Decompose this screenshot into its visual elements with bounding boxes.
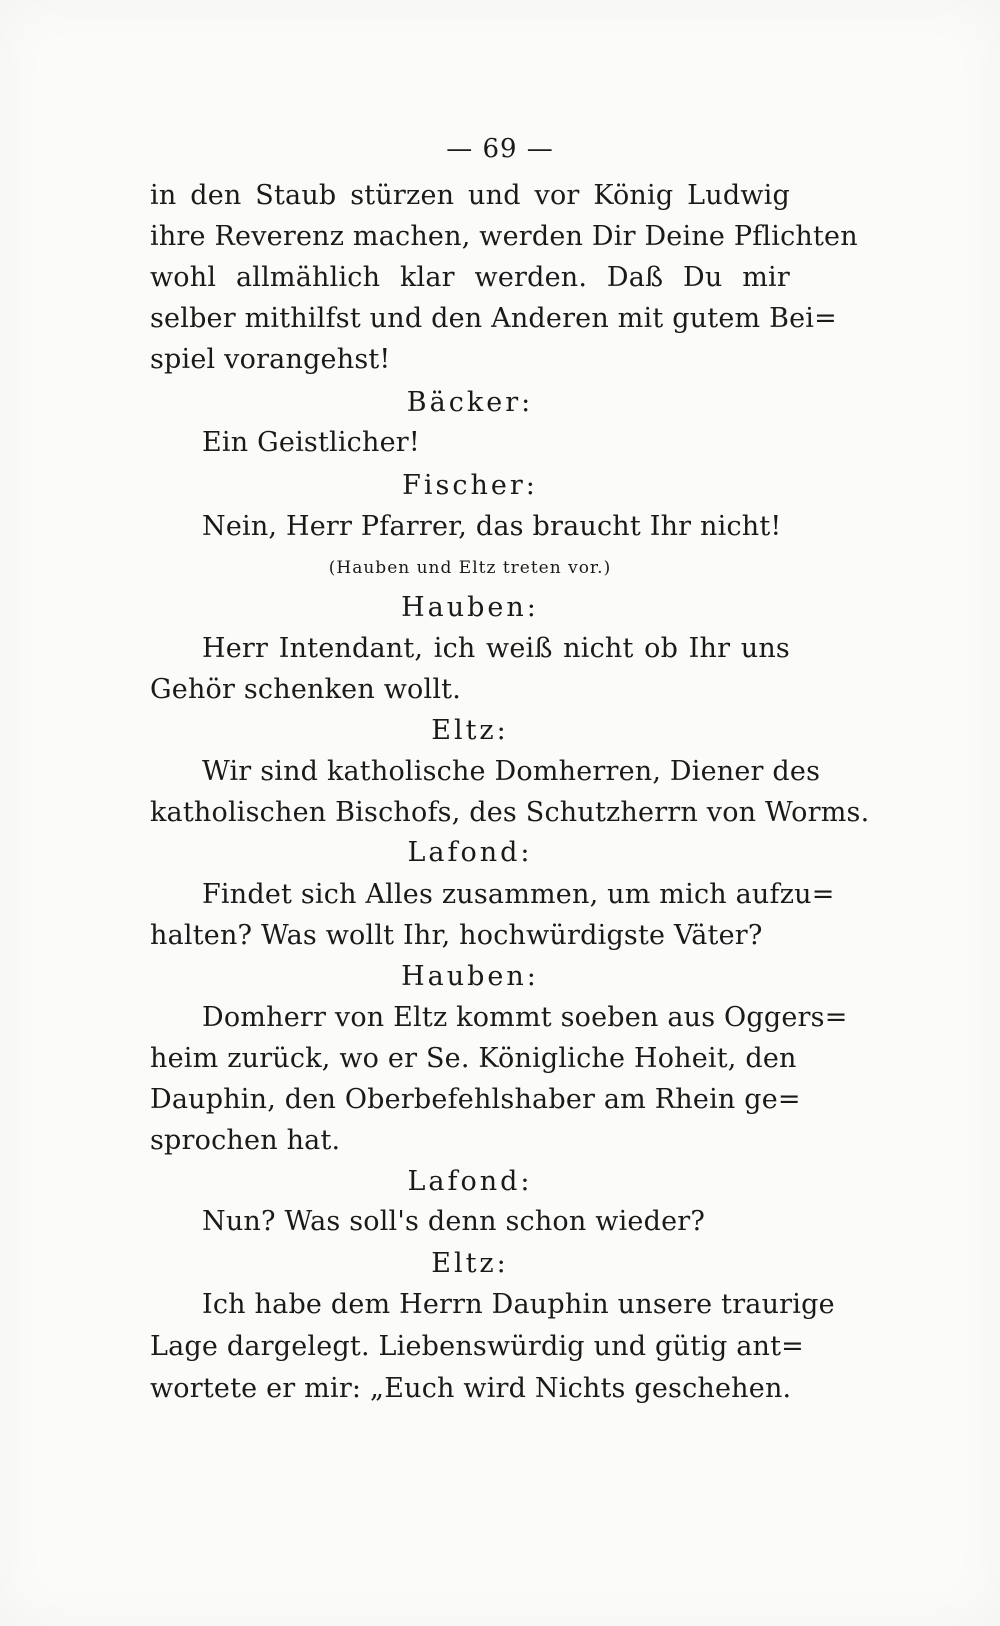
speaker-name: Fischer:	[402, 470, 538, 501]
page-number: — 69 —	[446, 134, 554, 164]
speaker-name: Hauben:	[401, 961, 539, 992]
text-line: sprochen hat.	[150, 1125, 341, 1156]
speaker-name: Lafond:	[407, 837, 533, 868]
text-line: Ein Geistlicher!	[202, 427, 420, 458]
text-line: Domherr von Eltz kommt soeben aus Oggers=	[202, 1002, 848, 1033]
text-line: Herr Intendant, ich weiß nicht ob Ihr uns	[202, 633, 790, 664]
text-line: Dauphin, den Oberbefehlshaber am Rhein ge=	[150, 1084, 801, 1115]
text-line: wortete er mir: „Euch wird Nichts geschehen.	[150, 1373, 792, 1404]
text-line: Ich habe dem Herrn Dauphin unsere traurige	[202, 1289, 835, 1320]
speaker-name: Hauben:	[401, 592, 539, 623]
text-line: spiel vorangehst!	[150, 344, 391, 375]
text-line: halten? Was wollt Ihr, hochwürdigste Väter?	[150, 920, 763, 951]
page-text	[150, 0, 870, 1626]
text-line: katholischen Bischofs, des Schutzherrn von Worms.	[150, 797, 870, 828]
text-line: Findet sich Alles zusammen, um mich aufzu=	[202, 879, 835, 910]
text-line: in den Staub stürzen und vor König Ludwig	[150, 180, 790, 211]
text-line: heim zurück, wo er Se. Königliche Hoheit, den	[150, 1043, 797, 1074]
text-line: Nun? Was soll's denn schon wieder?	[202, 1206, 706, 1237]
text-line: wohl allmählich klar werden. Daß Du mir	[150, 262, 790, 293]
speaker-name: Eltz:	[431, 715, 509, 746]
speaker-name: Eltz:	[431, 1248, 509, 1279]
text-line: Lage dargelegt. Liebenswürdig und gütig ant=	[150, 1331, 805, 1362]
text-line: Gehör schenken wollt.	[150, 674, 461, 705]
text-line: Wir sind katholische Domherren, Diener des	[202, 756, 821, 787]
stage-direction: (Hauben und Eltz treten vor.)	[328, 558, 612, 578]
speaker-name: Bäcker:	[406, 387, 534, 418]
text-line: selber mithilfst und den Anderen mit gutem Bei=	[150, 303, 837, 334]
text-line: Nein, Herr Pfarrer, das braucht Ihr nicht!	[202, 511, 782, 542]
speaker-name: Lafond:	[407, 1166, 533, 1197]
text-line: ihre Reverenz machen, werden Dir Deine Pflichten	[150, 221, 858, 252]
